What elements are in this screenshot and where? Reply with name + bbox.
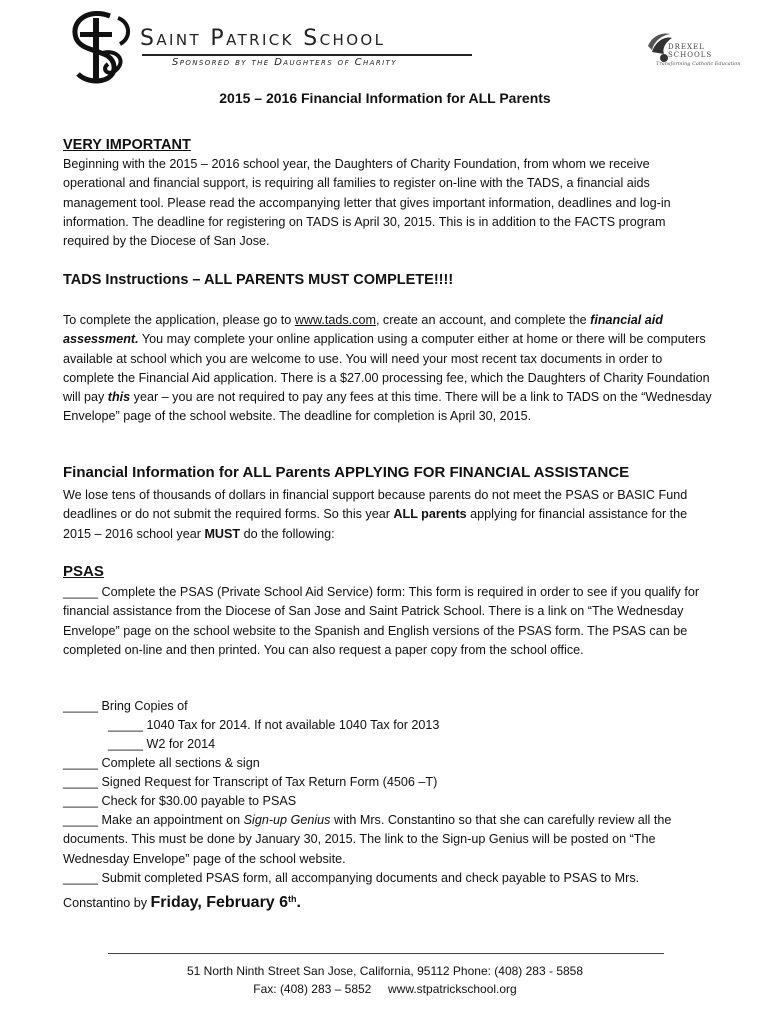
footer-contact: Fax: (408) 283 – 5852 www.stpatrickschool.org — [253, 982, 517, 996]
checklist-signed: _____ Signed Request for Transcript of Tax Return Form (4506 –T) — [63, 775, 438, 789]
footer-address: 51 North Ninth Street San Jose, California, 95112 Phone: (408) 283 - 5858 — [186, 964, 584, 978]
financial-heading: Financial Information for ALL Parents APPLYING FOR FINANCIAL ASSISTANCE — [63, 464, 630, 481]
drexel-name: DREXEL SCHOOLS — [668, 43, 713, 59]
final-deadline: Constantino by Friday, February 6th. — [63, 894, 301, 912]
psas-heading: PSAS — [63, 563, 104, 580]
checklist-submit: _____ Submit completed PSAS form, all accompanying documents and check payable to PSAS to Mrs. — [63, 871, 640, 885]
checklist-complete: _____ Complete all sections & sign — [63, 756, 260, 770]
tads-link[interactable]: www.tads.com — [294, 313, 376, 327]
header-rule — [142, 54, 472, 56]
tads-heading: TADS Instructions – ALL PARENTS MUST COMPLETE!!!! — [63, 272, 454, 288]
document-title: 2015 – 2016 Financial Information for ALL Parents — [219, 90, 551, 106]
checklist-check: _____ Check for $30.00 payable to PSAS — [63, 794, 297, 808]
checklist-tax: _____ 1040 Tax for 2014. If not available 1040 Tax for 2013 — [108, 718, 440, 732]
school-name: Saint Patrick School — [140, 26, 386, 51]
financial-text: We lose tens of thousands of dollars in financial support because parents do not meet the PSAS or BASIC Fund deadlines or do not submit the required forms. So this year ALL parents applying for financial assistance for the 2015 – 2016 school year MUST do the following: — [63, 488, 688, 541]
footer-rule — [108, 953, 664, 954]
checklist-w2: _____ W2 for 2014 — [108, 737, 216, 751]
psas-intro: _____ Complete the PSAS (Private School Aid Service) form: This form is required in order to see if you qualify for financial assistance from the Diocese of San Jose and Saint Patrick School. There is a link on “The Wednesday Envelope” page on the school website to the Spanish and English versions of the PSAS form. The PSAS can be completed on-line and then printed. You can also request a paper copy from the school office. — [63, 585, 700, 657]
checklist-appointment: _____ Make an appointment on Sign-up Genius with Mrs. Constantino so that she can carefully review all the documents. This must be done by January 30, 2015. The link to the Sign-up Genius will be posted on “The Wednesday Envelope” page of the school website. — [63, 813, 672, 866]
tads-text: To complete the application, please go to www.tads.com, create an account, and complete the financial aid assessment. You may complete your online application using a computer either at home or there will be computers available at school which you are welcome to use. You will need your most recent tax documents in order to complete the Financial Aid application. There is a $27.00 processing fee, which the Daughters of Charity Foundation will pay this year – you are not required to pay any fees at this time. There will be a link to TADS on the “Wednesday Envelope” page of the school website. The deadline for completion is April 30, 2015. — [63, 313, 712, 424]
school-logo — [60, 8, 136, 86]
drexel-tagline: Transforming Catholic Education — [656, 61, 741, 67]
school-website-link[interactable]: www.stpatrickschool.org — [388, 982, 517, 996]
sponsor-line: Sponsored by the Daughters of Charity — [172, 57, 397, 68]
checklist-bring: _____ Bring Copies of — [63, 699, 188, 713]
very-important-text: Beginning with the 2015 – 2016 school year, the Daughters of Charity Foundation, from whom we receive operational and financial support, is requiring all families to register on-line with the TADS, a financial aids management tool. Please read the accompanying letter that gives important information, deadlines and log-in information. The deadline for registering on TADS is April 30, 2015. This is in addition to the FACTS program required by the Diocese of San Jose. — [63, 157, 671, 249]
very-important-heading: VERY IMPORTANT — [63, 137, 191, 153]
